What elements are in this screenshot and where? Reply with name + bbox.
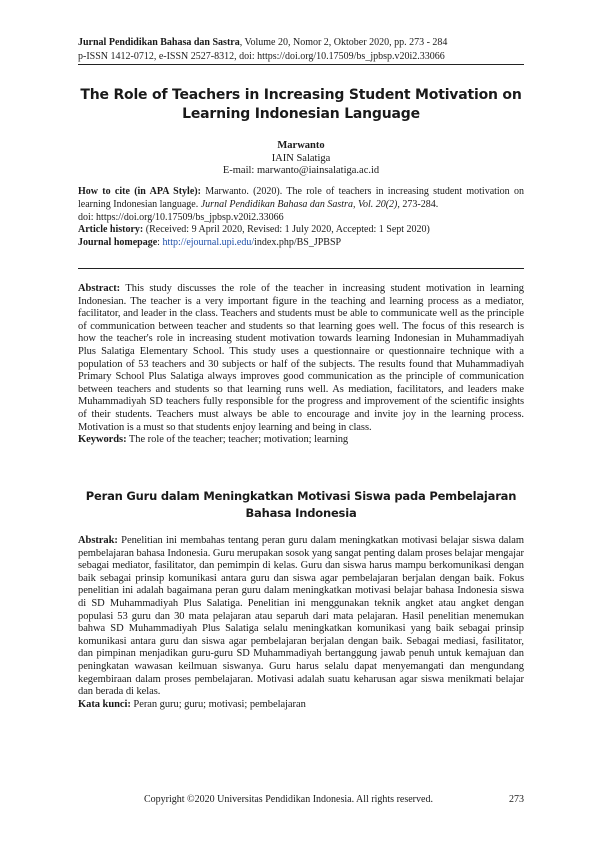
running-header <box>78 36 518 64</box>
how-to-cite <box>78 186 524 212</box>
author-email: E-mail: marwanto@iainsalatiga.ac.id <box>222 165 380 176</box>
header-volume-info: , Volume 20, Nomor 2, Oktober 2020, pp. 273 - 284 <box>239 37 448 48</box>
keywords-english <box>78 434 524 447</box>
keywords-label: Keywords: <box>78 434 127 446</box>
header-line-2: p-ISSN 1412-0712, e-ISSN 2527-8312, doi: https://doi.org/10.17509/bs_jpbsp.v20i2.33066 <box>78 51 445 62</box>
title-line-2: Learning Indonesian Language <box>182 106 420 122</box>
keywords-text: The role of the teacher; teacher; motivation; learning <box>126 434 349 446</box>
article-history-dates: (Received: 9 April 2020, Revised: 1 July 2020, Accepted: 1 Sept 2020) <box>143 224 430 236</box>
journal-homepage-path: index.php/BS_JPBSP <box>254 237 342 249</box>
author-block <box>78 140 524 178</box>
citation-block <box>78 186 524 250</box>
citation-doi: doi: https://doi.org/10.17509/bs_jpbsp.v20i2.33066 <box>78 211 284 223</box>
how-to-cite-pages: 273-284. <box>399 198 439 210</box>
kata-kunci-text: Peran guru; guru; motivasi; pembelajaran <box>130 698 306 710</box>
journal-homepage-separator: : <box>157 237 163 249</box>
author-affiliation: IAIN Salatiga <box>271 152 331 164</box>
keywords-indonesian <box>78 699 524 712</box>
journal-homepage-label: Journal homepage <box>78 237 158 249</box>
abstract-english-body <box>78 283 524 434</box>
header-rule <box>78 64 524 65</box>
abstract-indonesian-body <box>78 535 524 699</box>
how-to-cite-text: Marwanto. (2020). The role of teachers in increasing student motivation on learning Indonesian language. <box>78 186 524 210</box>
indonesian-title-line-2: Bahasa Indonesia <box>245 506 357 520</box>
article-history-label: Article history: <box>78 224 144 236</box>
journal-homepage <box>78 237 524 250</box>
abstrak-text: Penelitian ini membahas tentang peran guru dalam meningkatkan motivasi belajar siswa dalam pembelajaran bahasa Indonesia. Guru merupakan sosok yang sangat penting dalam proses belajar mengajar sebagai mediator, fasilitator, dan pemimpin di kelas. Guru dan siswa harus mampu berkomunikasi dengan baik sebagai prinsip komunikasi antara guru dan siswa agar pembelajaran berjalan dengan baik. Fokus penelitian ini adalah bagaimana peran guru dalam meningkatkan motivasi belajar bahasa Indonesia siswa di SD Muhammadiyah Plus Salatiga. Penelitian ini menggunakan teknik angket atau angket dengan populasi 53 guru dan 30 mata pelajaran atau separuh dari mata pelajaran. Hasil penelitian menemukan bahwa SD Muhammadiyah Plus Salatiga selalu meningkatkan komunikasi yang baik sebagai prinsip komunikasi antara guru dan siswa agar pembelajaran berjalan dengan baik. Sebagai mediasi, fasilitator, dan pimpinan menjadikan guru-guru SD Muhammadiyah bertanggung jawab penuh untuk kemajuan dan peningkatan wawasan keilmuan siswanya. Guru harus selalu dapat menyemangati dan mengundang kegembiraan dalam proses pembelajaran. Motivasi adalah suatu keharusan agar siswa menikmati belajar dan berada di kelas. <box>78 535 525 698</box>
header-line-1 <box>78 36 518 50</box>
article-history <box>78 224 524 237</box>
article-title <box>78 86 524 124</box>
title-line-1: The Role of Teachers in Increasing Student Motivation on <box>80 87 522 103</box>
kata-kunci-label: Kata kunci: <box>78 698 131 710</box>
abstract-indonesian <box>78 535 524 711</box>
abstrak-label: Abstrak: <box>78 535 118 546</box>
copyright-notice: Copyright ©2020 Universitas Pendidikan Indonesia. All rights reserved. <box>144 794 433 805</box>
author-name: Marwanto <box>277 140 325 151</box>
header-journal-name: Jurnal Pendidikan Bahasa dan Sastra <box>78 37 240 48</box>
abstract-text: This study discusses the role of the teacher in increasing student motivation in learning Indonesian. The teacher is a very important figure in the teaching and learning process as a mediator, facilitator, and leader in the class. Teachers and students must be able to communicate well as the principle of communication between teacher and students so that learning goes well. The focus of this research is how the teacher's role in increasing student motivation towards learning Indonesian in Muhammadiyah Plus Salatiga Elementary School. This study uses a questionnaire or questionnaire technique with a population of 53 teachers and 30 subjects or half of the subjects. The results found that Muhammadiyah Primary School Plus Salatiga always improves good communication as the principle of communication between teachers and students so that learning runs well. As mediation, facilitators, and leaders make Muhammadiyah SD teachers fully responsible for the progress and improvement of the scientific insights of their students. Teachers must always be able to encourage and invite joy in the learning process. Motivation is a must so that students enjoy learning and being in class. <box>78 283 524 433</box>
abstract-label: Abstract: <box>78 283 121 294</box>
how-to-cite-journal: Jurnal Pendidikan Bahasa dan Sastra, Vol. 20(2), <box>200 198 400 210</box>
journal-homepage-link[interactable]: http://ejournal.upi.edu/ <box>162 237 255 249</box>
abstract-english <box>78 283 524 447</box>
indonesian-title-line-1: Peran Guru dalam Meningkatkan Motivasi Siswa pada Pembelajaran <box>85 489 517 503</box>
how-to-cite-label: How to cite (in APA Style): <box>78 186 201 197</box>
section-rule-top <box>78 268 524 269</box>
indonesian-title <box>78 488 524 522</box>
page-number: 273 <box>509 794 524 805</box>
